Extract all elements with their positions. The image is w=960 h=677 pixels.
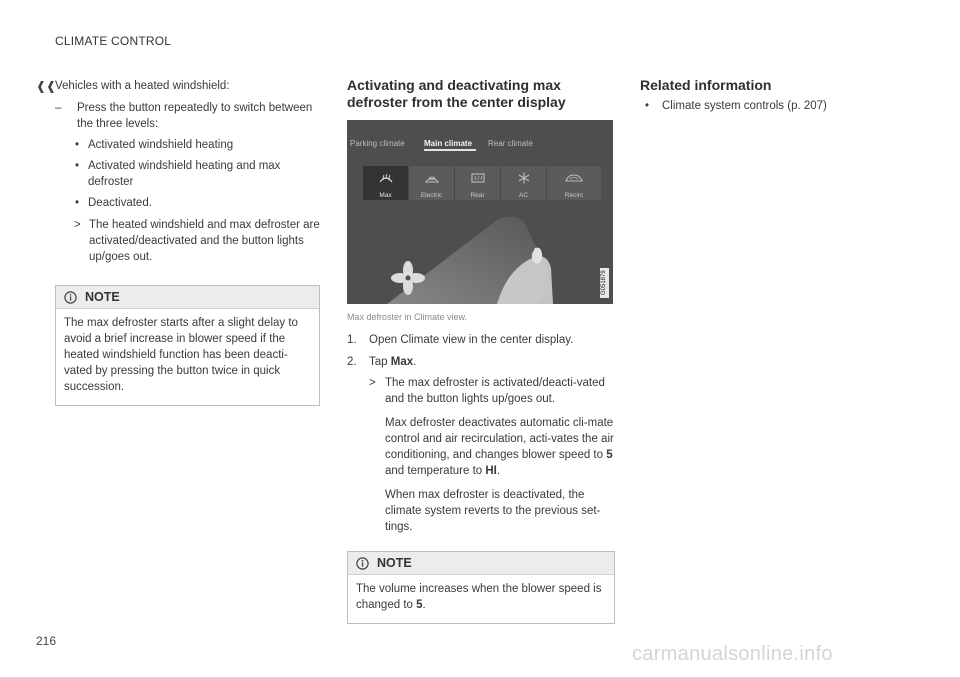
level-list xyxy=(73,137,320,211)
note-box xyxy=(347,551,615,624)
explanation-text: . xyxy=(496,465,501,477)
page-number: 216 xyxy=(36,634,57,648)
related-link-item[interactable] xyxy=(640,98,920,114)
bullet-marker: • xyxy=(75,139,80,151)
tab-parking-climate: Parking climate xyxy=(350,139,405,148)
level-item xyxy=(73,137,320,153)
deactivation-paragraph: When max defroster is deactivated, the climate system reverts to the previous set-tings. xyxy=(385,489,601,533)
instruction-text: Press the button repeatedly to switch between the three levels: xyxy=(77,102,313,130)
result-marker: > xyxy=(369,377,376,389)
tab-main-climate: Main climate xyxy=(424,139,473,148)
note-header xyxy=(56,286,319,309)
blower-speed-value: 5 xyxy=(606,449,613,461)
image-code: G051879 xyxy=(600,268,609,298)
info-icon xyxy=(64,291,77,304)
climate-screen-image xyxy=(347,120,613,304)
step-text-prefix: Tap xyxy=(369,356,391,368)
step-list xyxy=(347,332,615,535)
bullet-marker: • xyxy=(75,197,80,209)
explanation-text: Max defroster deactivates automatic cli-mate control and air recirculation, acti-vates the air conditioning, and changes blower speed to xyxy=(385,417,614,461)
left-column xyxy=(36,78,320,406)
explanation-paragraph xyxy=(385,415,615,479)
explanation-text: and temperature to xyxy=(385,465,486,477)
level-text: Activated windshield heating and max defroster xyxy=(88,160,281,188)
dash-marker: – xyxy=(55,102,62,114)
result-item xyxy=(74,217,320,265)
button-label: Max xyxy=(379,192,392,199)
step-text: Open Climate view in the center display. xyxy=(369,334,574,346)
note-body: The max defroster starts after a slight delay to avoid a brief increase in blower speed if the heated windshield function has been deacti-vated by pressing the button twice in quick succession. xyxy=(64,317,298,393)
related-link[interactable]: Climate system controls (p. 207) xyxy=(662,100,827,112)
related-heading: Related information xyxy=(640,77,772,93)
level-item xyxy=(73,158,320,190)
step-number: 2. xyxy=(347,356,357,368)
step-item xyxy=(347,332,615,348)
button-label: Rear xyxy=(470,192,485,199)
step-number: 1. xyxy=(347,334,357,346)
bullet-marker: • xyxy=(645,100,650,112)
temperature-value: HI xyxy=(485,465,497,477)
right-column xyxy=(640,77,920,114)
max-label: Max xyxy=(390,356,414,368)
continued-icon: ❰❰ xyxy=(36,79,57,93)
button-label: Recirc xyxy=(564,192,584,199)
level-item xyxy=(73,195,320,211)
middle-column xyxy=(347,77,615,624)
note-title: NOTE xyxy=(377,556,412,570)
result-text: The heated windshield and max defroster are activated/deactivated and the button lights up/goes out. xyxy=(89,219,320,263)
note-box xyxy=(55,285,320,406)
watermark: carmanualsonline.info xyxy=(632,643,833,665)
step-text-suffix: . xyxy=(413,356,417,368)
instruction-item xyxy=(55,100,320,132)
blower-speed-value: 5 xyxy=(416,599,423,611)
note-header xyxy=(348,552,614,575)
note-text: The volume increases when the blower speed is changed to xyxy=(356,583,602,611)
bullet-marker: • xyxy=(75,160,80,172)
seat-illustration xyxy=(347,120,613,304)
result-text: The max defroster is activated/deacti-vated and the button lights up/goes out. xyxy=(385,377,605,405)
intro-text: Vehicles with a heated windshield: xyxy=(55,80,230,92)
button-label: Electric xyxy=(420,192,443,199)
result-marker: > xyxy=(74,219,81,231)
level-text: Deactivated. xyxy=(88,197,152,209)
note-text: . xyxy=(422,599,426,611)
note-title: NOTE xyxy=(85,290,120,304)
note-body xyxy=(348,575,614,623)
section-heading: Activating and deactivating max defroster from the center display xyxy=(347,77,566,110)
section-header: CLIMATE CONTROL xyxy=(55,34,172,48)
tab-rear-climate: Rear climate xyxy=(488,139,533,148)
level-text: Activated windshield heating xyxy=(88,139,234,151)
image-caption: Max defroster in Climate view. xyxy=(347,312,468,322)
button-label: AC xyxy=(518,192,529,199)
step-item xyxy=(347,354,615,370)
info-icon xyxy=(356,557,369,570)
result-item xyxy=(369,375,615,407)
